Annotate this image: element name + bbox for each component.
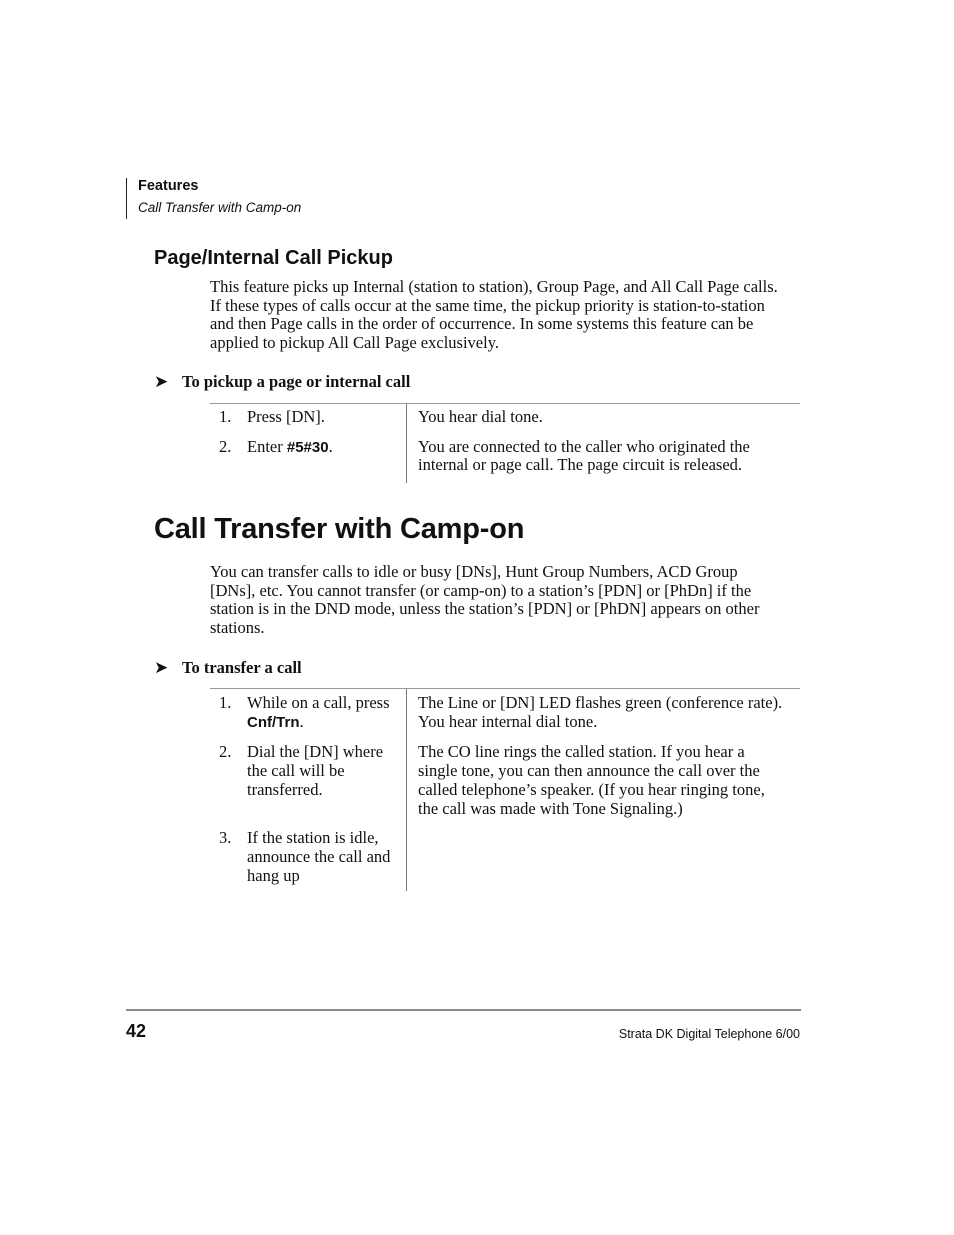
step-result bbox=[407, 743, 800, 818]
step-result-line: internal or page call. The page circuit is released. bbox=[418, 455, 743, 475]
step-action bbox=[247, 829, 407, 885]
step-result bbox=[407, 408, 800, 427]
page-number: 42 bbox=[126, 1021, 147, 1041]
step-action-text: Enter bbox=[247, 436, 287, 456]
pickup-intro-line: If these types of calls occur at the same time, the pickup priority is station-to-station bbox=[210, 295, 765, 315]
key-label: Cnf/Trn bbox=[247, 713, 300, 731]
step-result-line: The CO line rings the called station. If you hear a bbox=[418, 742, 745, 762]
step-action-text: . bbox=[328, 436, 333, 456]
step-result-line: the call was made with Tone Signaling.) bbox=[418, 798, 683, 818]
step-action-line: Dial the [DN] where bbox=[247, 742, 384, 762]
transfer-steps-table bbox=[210, 688, 800, 891]
arrowhead-icon: ➤ bbox=[154, 658, 169, 678]
footer-doc-title: Strata DK Digital Telephone 6/00 bbox=[618, 1027, 800, 1041]
transfer-intro bbox=[210, 563, 810, 638]
step-action bbox=[247, 694, 407, 732]
step-number: 1. bbox=[219, 407, 232, 426]
arrowhead-icon: ➤ bbox=[154, 372, 169, 392]
pickup-intro-line: and then Page calls in the order of occurrence. In some systems this feature can be bbox=[210, 314, 754, 334]
section-heading-pickup: Page/Internal Call Pickup bbox=[154, 247, 393, 269]
step-number: 2. bbox=[219, 436, 232, 456]
step-action bbox=[247, 438, 407, 475]
pickup-intro-line: applied to pickup All Call Page exclusively. bbox=[210, 333, 499, 353]
step-action-line: If the station is idle, bbox=[247, 828, 379, 848]
step-action bbox=[247, 408, 407, 427]
transfer-intro-line: station is in the DND mode, unless the station’s [PDN] or [PhDN] appears on other bbox=[210, 599, 760, 619]
transfer-intro-line: You can transfer calls to idle or busy [DNs], Hunt Group Numbers, ACD Group bbox=[210, 562, 738, 581]
step-action bbox=[247, 743, 407, 818]
header-rule bbox=[126, 178, 127, 219]
transfer-intro-line: [DNs], etc. You cannot transfer (or camp-on) to a station’s [PDN] or [PhDn] if the bbox=[210, 580, 752, 600]
step-action-line: hang up bbox=[247, 865, 300, 885]
footer-rule bbox=[126, 1009, 801, 1011]
procedure-pickup bbox=[154, 372, 410, 392]
step-action-line bbox=[247, 713, 407, 733]
procedure-title: To transfer a call bbox=[182, 658, 302, 677]
procedure-transfer bbox=[154, 658, 302, 678]
step-result-line: The Line or [DN] LED flashes green (conference rate). bbox=[418, 693, 783, 712]
step-result-line: single tone, you can then announce the call over the bbox=[418, 761, 760, 781]
table-row bbox=[210, 732, 800, 818]
table-row bbox=[210, 689, 800, 732]
step-action-line: Press [DN]. bbox=[247, 407, 325, 426]
step-result-line: You hear dial tone. bbox=[418, 407, 543, 426]
step-result-line: You are connected to the caller who originated the bbox=[418, 436, 750, 456]
running-header-section: Features bbox=[138, 178, 199, 194]
step-action-line: the call will be bbox=[247, 761, 345, 781]
step-action-text: . bbox=[299, 711, 304, 731]
step-result-line: You hear internal dial tone. bbox=[418, 711, 598, 731]
section-heading-transfer: Call Transfer with Camp-on bbox=[154, 513, 525, 545]
step-result bbox=[407, 438, 800, 475]
step-action-line: While on a call, press bbox=[247, 693, 390, 712]
transfer-intro-line: stations. bbox=[210, 618, 265, 638]
key-label: #5#30 bbox=[286, 438, 329, 456]
table-row bbox=[210, 404, 800, 427]
pickup-intro-line: This feature picks up Internal (station to station), Group Page, and All Call Page calls. bbox=[210, 277, 778, 296]
pickup-intro bbox=[210, 278, 810, 353]
step-action-line: announce the call and bbox=[247, 846, 391, 866]
step-number: 3. bbox=[219, 828, 232, 848]
step-result bbox=[407, 694, 800, 732]
running-header-subsection: Call Transfer with Camp-on bbox=[138, 200, 302, 215]
step-action-line: transferred. bbox=[247, 779, 323, 799]
procedure-title: To pickup a page or internal call bbox=[182, 372, 411, 391]
step-number: 1. bbox=[219, 693, 232, 712]
pickup-steps-table bbox=[210, 403, 800, 483]
table-row bbox=[210, 427, 800, 475]
table-row bbox=[210, 818, 800, 885]
step-number: 2. bbox=[219, 742, 232, 762]
step-result-line: called telephone’s speaker. (If you hear ringing tone, bbox=[418, 779, 765, 799]
step-result bbox=[407, 829, 800, 885]
